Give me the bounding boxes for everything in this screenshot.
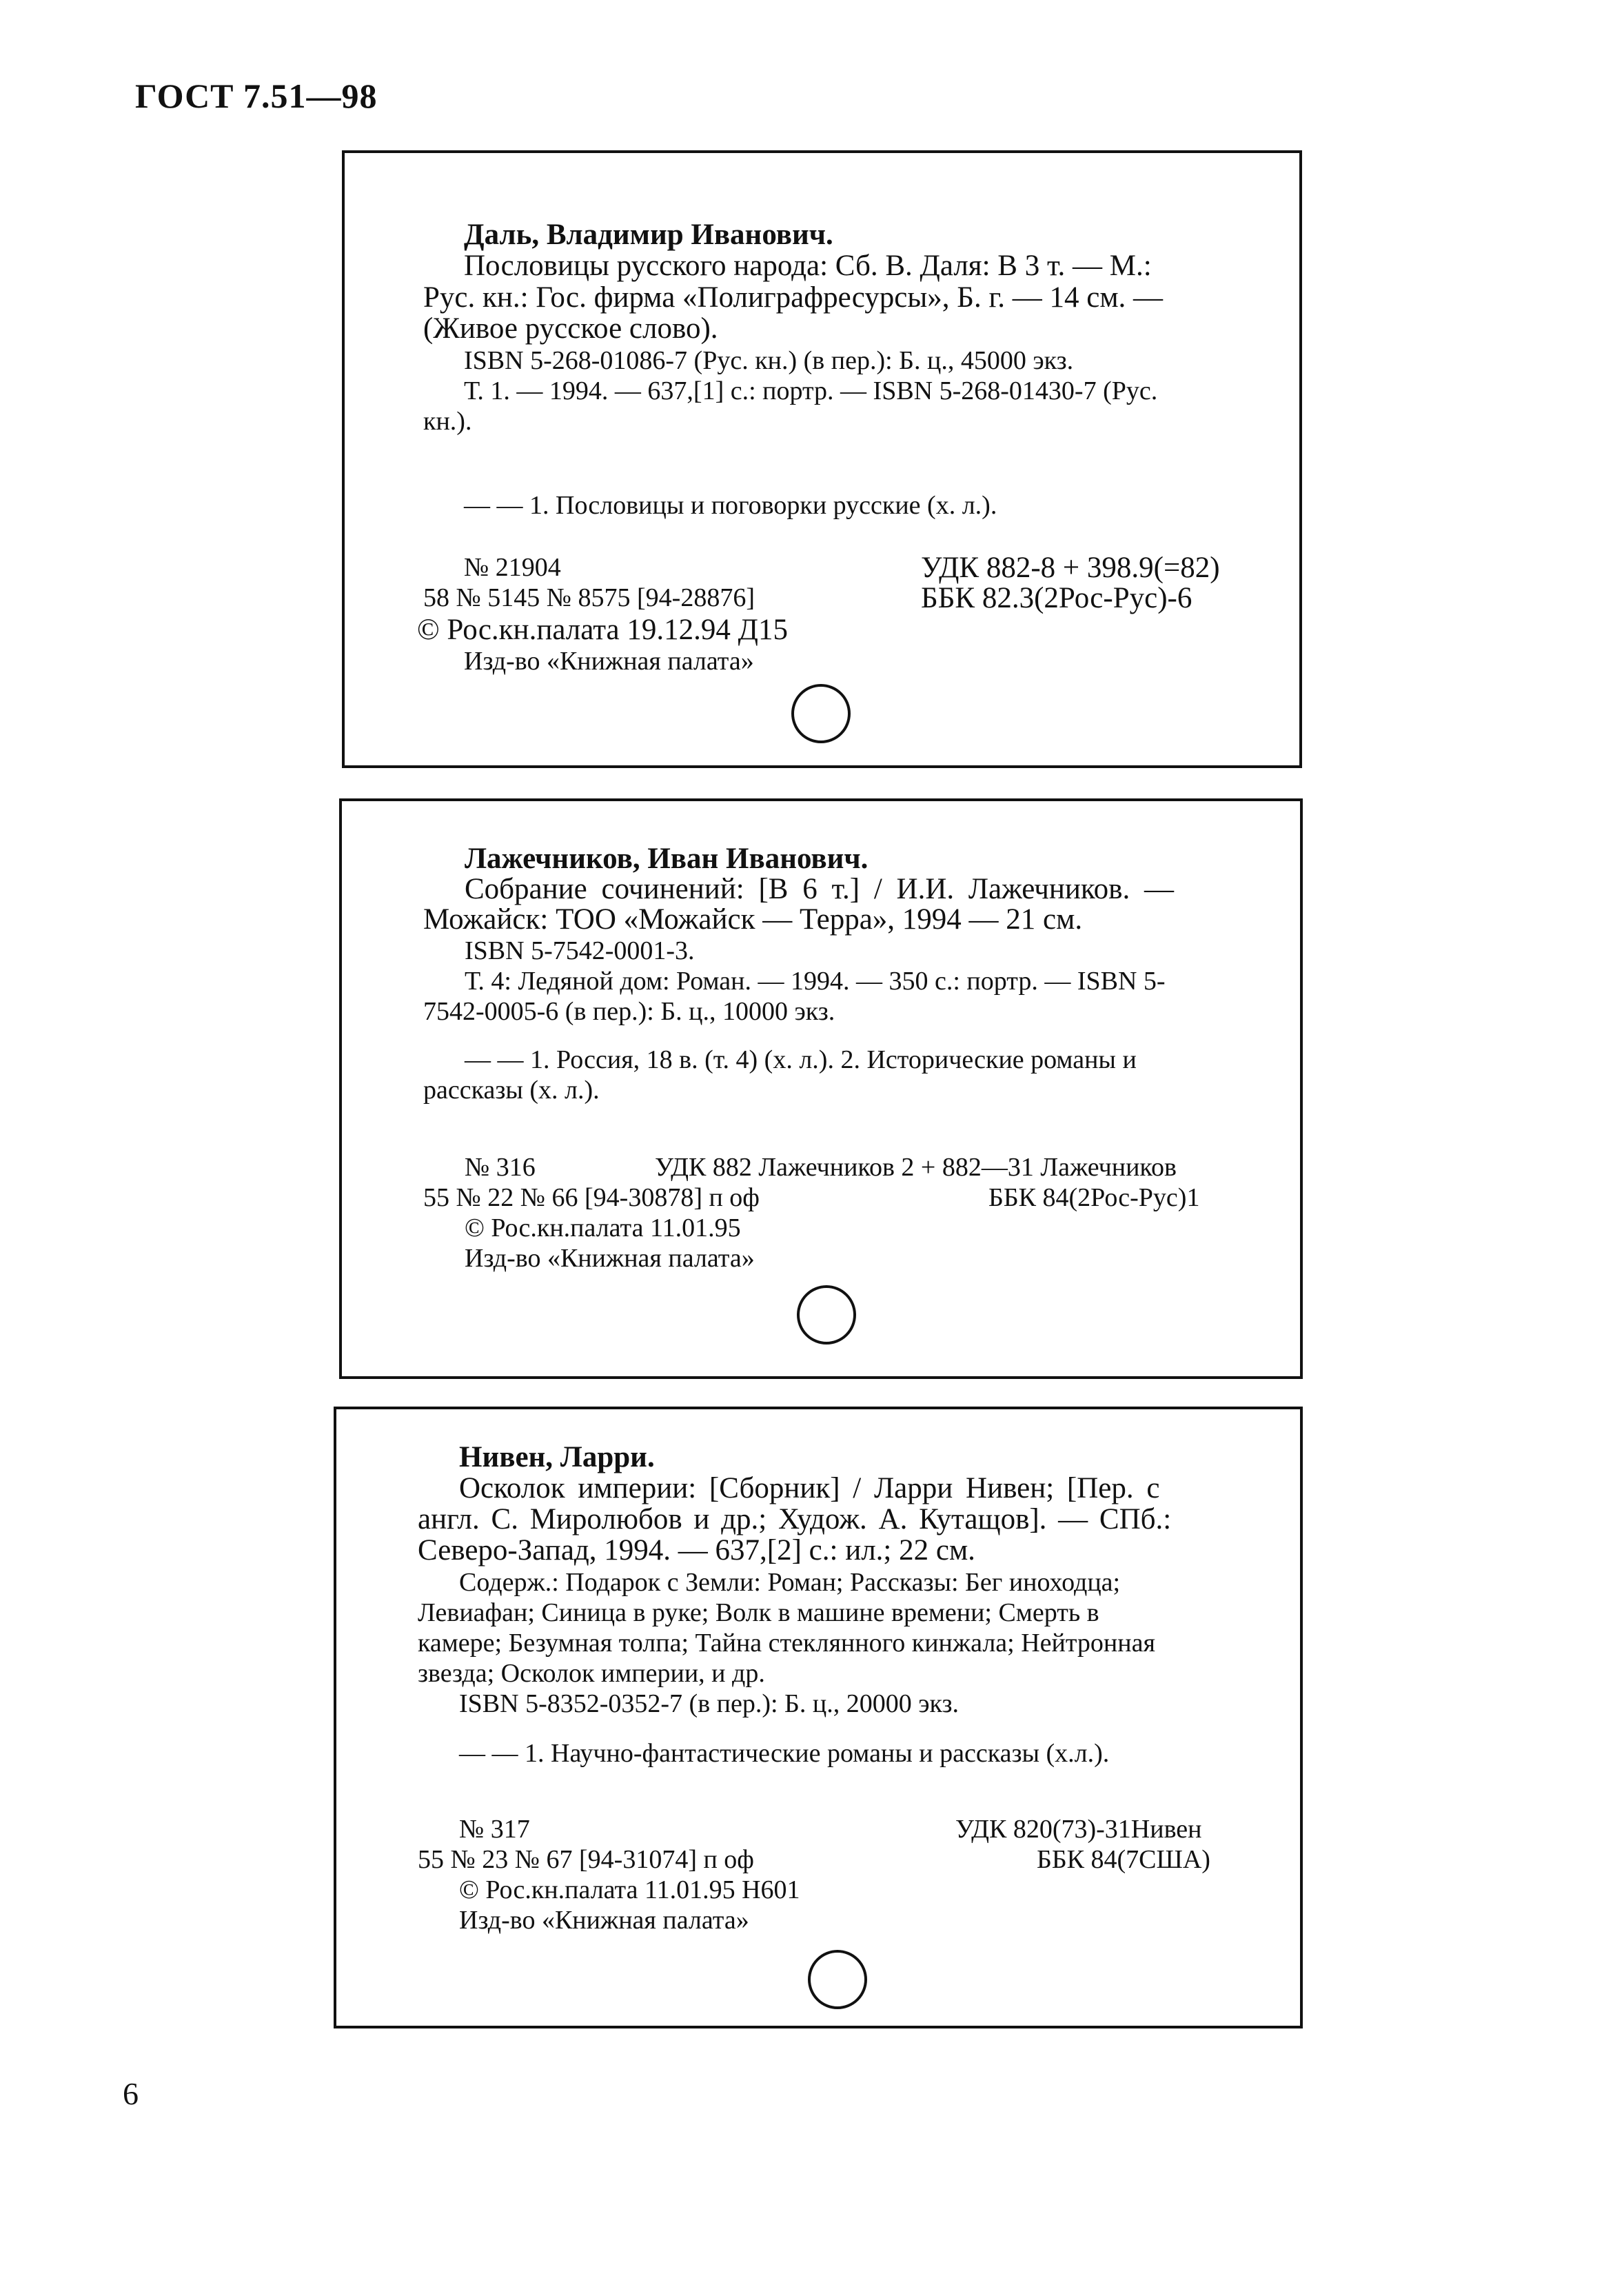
card-copyright: © Рос.кн.палата 11.01.95 [465, 1214, 741, 1242]
card-subjects-line: — — 1. Научно-фантастические романы и рассказы (х.л.). [459, 1739, 1110, 1768]
card-subjects-line: рассказы (х. л.). [423, 1076, 600, 1105]
page-number: 6 [123, 2076, 139, 2111]
card-author: Лажечников, Иван Иванович. [465, 843, 869, 875]
card-punch-hole [791, 684, 851, 743]
card-publisher: Изд-во «Книжная палата» [465, 1244, 755, 1273]
card-number: № 317 [459, 1815, 530, 1844]
card-contents-line: камере; Безумная толпа; Тайна стеклянного кинжала; Нейтронная [418, 1629, 1155, 1658]
card-punch-hole [808, 1950, 867, 2009]
card-udk: УДК 882 Лажечников 2 + 882—31 Лажечников [655, 1153, 1177, 1182]
card-publisher: Изд-во «Книжная палата» [464, 647, 754, 676]
standard-header: ГОСТ 7.51—98 [135, 77, 378, 115]
card-title-line: Пословицы русского народа: Сб. В. Даля: В 3 т. — М.: [464, 250, 1152, 282]
card-isbn-line: ISBN 5-268-01086-7 (Рус. кн.) (в пер.): Б. ц., 45000 экз. [464, 346, 1074, 375]
card-registration: 58 № 5145 № 8575 [94-28876] [423, 583, 755, 612]
card-text-line: (Живое русское слово). [423, 312, 718, 345]
card-title-line: Собрание сочинений: [В 6 т.] / И.И. Лажечников. — [465, 873, 1174, 905]
card-volume-line: кн.). [423, 407, 472, 436]
card-copyright: © Рос.кн.палата 11.01.95 Н601 [459, 1875, 800, 1904]
card-publisher: Изд-во «Книжная палата» [459, 1906, 749, 1935]
card-contents-line: звезда; Осколок империи, и др. [418, 1659, 765, 1688]
catalog-card-lazhechnikov [339, 798, 1303, 1379]
card-author: Даль, Владимир Иванович. [464, 219, 833, 251]
card-volume-line: Т. 4: Ледяной дом: Роман. — 1994. — 350 с.: портр. — ISBN 5- [465, 967, 1166, 996]
card-number: № 21904 [464, 553, 561, 582]
card-number: № 316 [465, 1153, 536, 1182]
card-registration: 55 № 23 № 67 [94-31074] п оф [418, 1845, 754, 1874]
card-bbk: ББК 82.3(2Рос-Рус)-6 [921, 582, 1192, 614]
card-text-line: Можайск: ТОО «Можайск — Терра», 1994 — 21 см. [423, 903, 1083, 936]
card-volume-line: 7542-0005-6 (в пер.): Б. ц., 10000 экз. [423, 997, 835, 1026]
catalog-card-niven [334, 1407, 1303, 2028]
card-registration: 55 № 22 № 66 [94-30878] п оф [423, 1183, 760, 1212]
card-subjects-line: — — 1. Россия, 18 в. (т. 4) (х. л.). 2. Исторические романы и [465, 1045, 1137, 1074]
card-text-line: англ. С. Миролюбов и др.; Худож. А. Кутащов]. — СПб.: [418, 1503, 1172, 1535]
card-text-line: Рус. кн.: Гос. фирма «Полиграфресурсы», Б. г. — 14 см. — [423, 281, 1164, 314]
card-title-line: Осколок империи: [Сборник] / Ларри Нивен; [Пер. с [459, 1472, 1160, 1504]
card-isbn-line: ISBN 5-7542-0001-3. [465, 936, 695, 965]
card-volume-line: Т. 1. — 1994. — 637,[1] с.: портр. — ISBN 5-268-01430-7 (Рус. [464, 376, 1158, 405]
card-text-line: Северо-Запад, 1994. — 637,[2] с.: ил.; 22 см. [418, 1534, 975, 1567]
card-copyright: © Рос.кн.палата 19.12.94 Д15 [417, 614, 788, 646]
card-isbn-line: ISBN 5-8352-0352-7 (в пер.): Б. ц., 20000 экз. [459, 1689, 959, 1718]
catalog-card-dal [342, 150, 1302, 768]
card-contents-line: Левиафан; Синица в руке; Волк в машине времени; Смерть в [418, 1598, 1099, 1627]
card-udk: УДК 820(73)-31Нивен [955, 1815, 1202, 1844]
card-subjects-line: — — 1. Пословицы и поговорки русские (х. л.). [464, 491, 997, 520]
card-bbk: ББК 84(2Рос-Рус)1 [988, 1183, 1200, 1212]
card-contents-line: Содерж.: Подарок с Земли: Роман; Рассказы: Бег иноходца; [459, 1568, 1121, 1597]
card-punch-hole [797, 1285, 856, 1345]
card-bbk: ББК 84(7США) [1037, 1845, 1210, 1874]
card-author: Нивен, Ларри. [459, 1441, 655, 1473]
card-udk: УДК 882-8 + 398.9(=82) [921, 552, 1220, 584]
